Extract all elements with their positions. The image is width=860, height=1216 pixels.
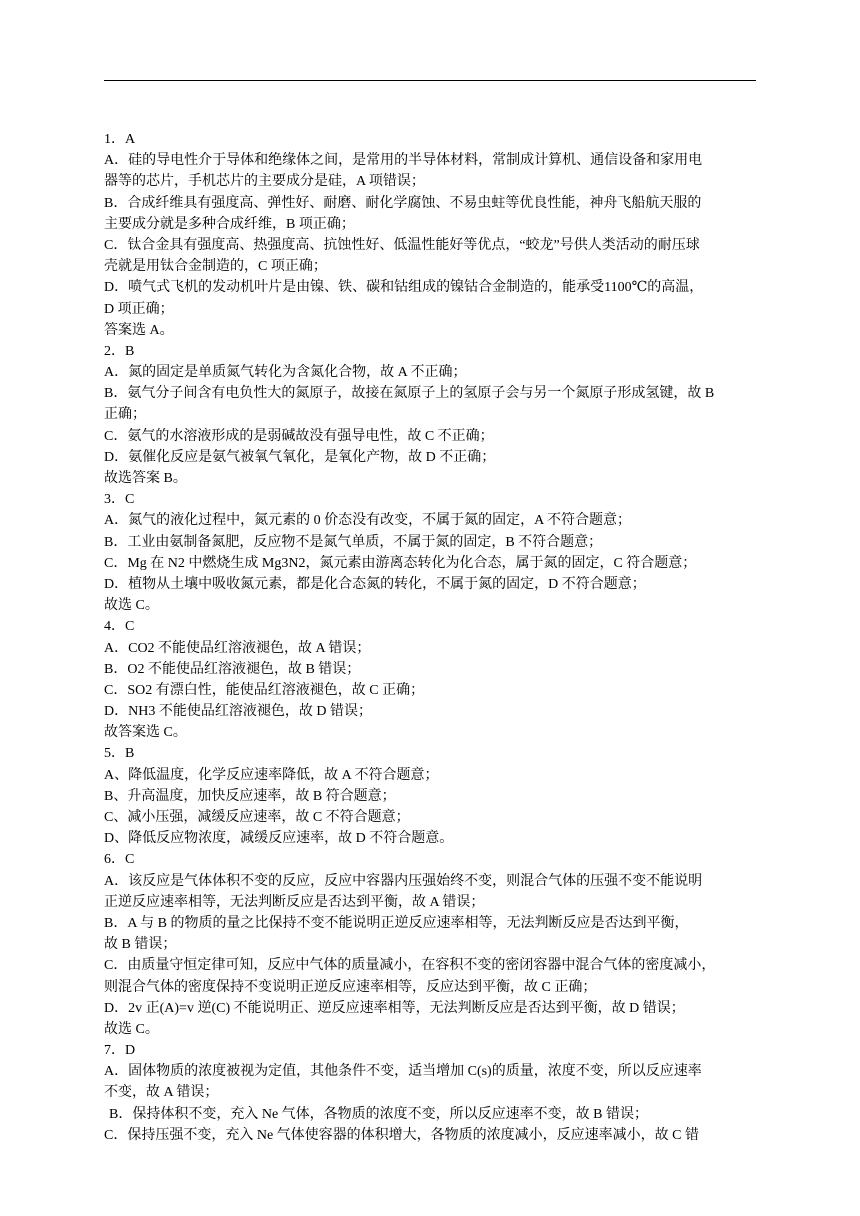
text-line: 故选答案 B。 — [104, 471, 187, 486]
text-line: 3．C — [104, 492, 135, 508]
text-line: D．氨催化反应是氨气被氧气氧化，是氧化产物，故 D 不正确； — [104, 449, 496, 465]
text-line: B．合成纤维具有强度高、弹性好、耐磨、耐化学腐蚀、不易虫蛀等优良性能，神舟飞船航天服的 — [104, 195, 702, 211]
text-line: C、减小压强，减缓反应速率，故 C 不符合题意； — [104, 810, 410, 825]
text-line: A．氮气的液化过程中，氮元素的 0 价态没有改变，不属于氮的固定，A 不符合题意； — [104, 513, 631, 529]
text-line: D．植物从土壤中吸收氮元素，都是化合态氮的转化，不属于氮的固定，D 不符合题意； — [104, 576, 646, 592]
text-line: C．Mg 在 N2 中燃烧生成 Mg3N2，氮元素由游离态转化为化合态，属于氮的固定，C 符合题意； — [104, 555, 697, 571]
text-line: 正确； — [104, 407, 146, 423]
text-line: C．由质量守恒定律可知，反应中气体的质量减小，在容积不变的密闭容器中混合气体的密度减小， — [104, 958, 716, 974]
text-line: D．2v 正(A)=v 逆(C) 不能说明正、逆反应速率相等，无法判断反应是否达到平衡，故 D 错误； — [104, 1000, 685, 1016]
text-line: C．保持压强不变，充入 Ne 气体使容器的体积增大，各物质的浓度减小，反应速率减小，故 C 错 — [104, 1127, 699, 1143]
text-line: A．CO2 不能使品红溶液褪色，故 A 错误； — [104, 640, 371, 656]
text-line: 6．C — [104, 852, 135, 868]
text-line: D．NH3 不能使品红溶液褪色，故 D 错误； — [104, 704, 372, 720]
text-line: C．钛合金具有强度高、热强度高、抗蚀性好、低温性能好等优点，“蛟龙”号供人类活动的耐压球 — [104, 237, 700, 253]
text-line: B．保持体积不变，充入 Ne 气体，各物质的浓度不变，所以反应速率不变，故 B 错误； — [109, 1106, 648, 1122]
text-line: 1．A — [104, 132, 136, 147]
text-line: 不变，故 A 错误； — [104, 1085, 219, 1101]
text-line: C．SO2 有漂白性，能使品红溶液褪色，故 C 正确； — [104, 682, 425, 698]
text-line: 器等的芯片，手机芯片的主要成分是硅，A 项错误； — [104, 174, 425, 190]
text-line: A．氮的固定是单质氮气转化为含氮化合物，故 A 不正确； — [104, 365, 467, 381]
text-line: 2．B — [104, 343, 135, 359]
answer-text — [104, 129, 760, 1146]
text-line: 故选 C。 — [104, 1021, 159, 1037]
text-line: B．氨气分子间含有电负性大的氮原子，故接在氮原子上的氢原子会与另一个氮原子形成氢键，故 B — [104, 386, 715, 402]
text-line: C．氨气的水溶液形成的是弱碱故没有强导电性，故 C 不正确； — [104, 428, 494, 444]
header-rule — [104, 80, 756, 81]
text-line: D．喷气式飞机的发动机叶片是由镍、铁、碳和钴组成的镍钴合金制造的，能承受1100℃的高温， — [104, 280, 704, 296]
text-line: 则混合气体的密度保持不变说明正逆反应速率相等，反应达到平衡，故 C 正确； — [104, 979, 597, 995]
text-line: 答案选 A。 — [104, 322, 174, 338]
text-line: B．O2 不能使品红溶液褪色，故 B 错误； — [104, 661, 361, 677]
text-line: 正逆反应速率相等，无法判断反应是否达到平衡，故 A 错误； — [104, 894, 485, 910]
text-line: D、降低反应物浓度，减缓反应速率，故 D 不符合题意。 — [104, 831, 454, 847]
text-line: 主要成分就是多种合成纤维，B 项正确； — [104, 216, 355, 232]
text-line: A．固体物质的浓度被视为定值，其他条件不变，适当增加 C(s)的质量，浓度不变，所以反应速率 — [104, 1064, 702, 1080]
text-line: B．工业由氨制备氮肥，反应物不是氮气单质，不属于氮的固定，B 不符合题意； — [104, 534, 603, 550]
text-line: 壳就是用钛合金制造的，C 项正确； — [104, 259, 327, 275]
text-line: A．该反应是气体体积不变的反应，反应中容器内压强始终不变，则混合气体的压强不变不能说明 — [104, 873, 703, 889]
text-line: B、升高温度，加快反应速率，故 B 符合题意； — [104, 788, 396, 804]
text-line: 5．B — [104, 746, 135, 762]
text-line: 故选 C。 — [104, 598, 159, 614]
text-line: 故 B 错误； — [104, 937, 177, 953]
text-line: 故答案选 C。 — [104, 725, 187, 741]
text-line: D 项正确； — [104, 301, 174, 317]
text-line: 4．C — [104, 619, 135, 635]
text-line: A、降低温度，化学反应速率降低，故 A 不符合题意； — [104, 767, 439, 783]
text-line: B．A 与 B 的物质的量之比保持不变不能说明正逆反应速率相等，无法判断反应是否达到平衡， — [104, 915, 689, 931]
text-line: A．硅的导电性介于导体和绝缘体之间，是常用的半导体材料，常制成计算机、通信设备和家用电 — [104, 153, 703, 169]
text-line: 7．D — [104, 1043, 136, 1059]
